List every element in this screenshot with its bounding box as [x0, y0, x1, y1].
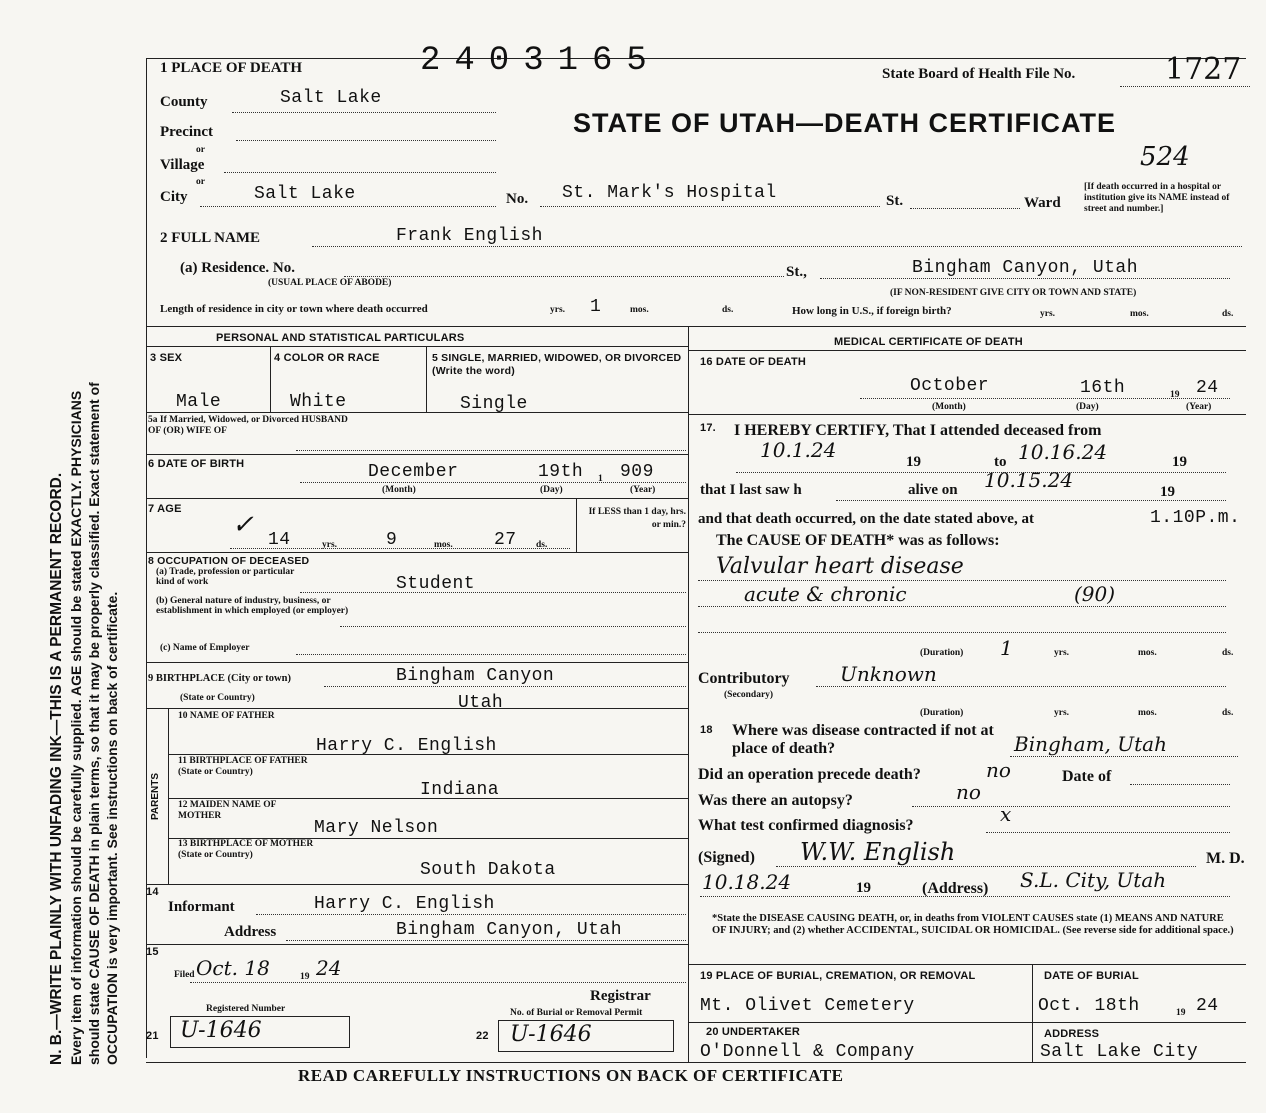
- md-label: M. D.: [1206, 850, 1245, 867]
- alive-label: alive on: [908, 482, 958, 498]
- margin-warning: N. B.—WRITE PLAINLY WITH UNFADING INK—THIS IS A PERMANENT RECORD.: [48, 472, 65, 1065]
- st-line: [910, 208, 1020, 209]
- contributory-label: Contributory: [698, 670, 790, 687]
- county-label: County: [160, 94, 208, 110]
- age-months: 9: [386, 530, 398, 550]
- length-yrs: yrs.: [550, 305, 566, 315]
- dod-day-caption: (Day): [1076, 402, 1099, 412]
- nineteen-2: 19: [1172, 454, 1187, 470]
- row-rule-8: [146, 944, 688, 945]
- county-line: [232, 112, 496, 113]
- dob-line: [300, 482, 686, 483]
- certify-text: I HEREBY CERTIFY, That I attended deceased from: [734, 422, 1102, 439]
- signed-date: 10.18.24: [702, 870, 792, 894]
- ward-label: Ward: [1024, 195, 1061, 211]
- or-1: or: [196, 145, 205, 155]
- dob-month-caption: (Month): [382, 485, 416, 495]
- residence-value: Bingham Canyon, Utah: [912, 258, 1139, 278]
- precinct-label: Precinct: [160, 124, 214, 140]
- burial-place: Mt. Olivet Cemetery: [700, 996, 915, 1016]
- birthplace-line: [324, 686, 686, 687]
- spouse-label: 5a If Married, Widowed, or Divorced HUSBAND OF (OR) WIFE OF: [148, 415, 348, 436]
- residence-label: (a) Residence. No.: [180, 260, 295, 276]
- nineteen-1: 19: [906, 454, 921, 470]
- form-left-border: [146, 58, 147, 1058]
- street-label: St.: [886, 193, 904, 209]
- occupation-b: (b) General nature of industry, business, or establishment in which employed (or employer): [156, 596, 349, 616]
- informant-line: [256, 914, 686, 915]
- item-14: 14: [146, 886, 159, 898]
- cause-footnote: *State the DISEASE CAUSING DEATH, or, in deaths from VIOLENT CAUSES state (1) MEANS AND NATURE OF INJURY; and (2) whether ACCIDENTAL, SUICIDAL OR HOMICIDAL. (See reverse side for additional space.): [712, 913, 1234, 936]
- duration-ds-1: ds.: [1222, 648, 1234, 658]
- age-check: ✓: [232, 510, 254, 540]
- filed-year-prefix: 19: [300, 972, 310, 982]
- cause-secondary: acute & chronic: [744, 582, 907, 606]
- cause-code: (90): [1074, 582, 1116, 606]
- sex-race-divider: [270, 346, 271, 412]
- test-line: [986, 832, 1230, 833]
- filed-line: [190, 982, 686, 983]
- length-years: 1: [590, 297, 602, 317]
- cause-line-2: [698, 606, 1226, 607]
- autopsy-line: [912, 806, 1230, 807]
- father-label: 10 NAME OF FATHER: [178, 711, 275, 721]
- dob-year-caption: (Year): [630, 485, 656, 495]
- occupation-label: 8 OCCUPATION OF DECEASED: [148, 555, 310, 567]
- item-22: 22: [476, 1030, 489, 1042]
- file-no-line: [1120, 86, 1250, 87]
- file-no: 1727: [1165, 52, 1242, 87]
- age-mos-caption: mos.: [434, 540, 453, 550]
- us-mos: mos.: [1130, 309, 1149, 319]
- nineteen-3: 19: [1160, 484, 1175, 500]
- certificate-title: STATE OF UTAH—DEATH CERTIFICATE: [573, 108, 1116, 138]
- undertaker-address-label: ADDRESS: [1044, 1028, 1100, 1040]
- marital-value: Single: [460, 394, 528, 414]
- residence-line: [344, 276, 784, 277]
- cause-line-3: [698, 632, 1226, 633]
- duration-label-2: (Duration): [920, 708, 964, 718]
- age-line: [230, 548, 570, 549]
- row-rule-5: [146, 662, 688, 663]
- village-line: [224, 172, 496, 173]
- physician-address-label: (Address): [922, 880, 989, 897]
- filed-label: Filed: [174, 970, 195, 980]
- dob-label: 6 DATE OF BIRTH: [148, 458, 245, 470]
- informant-label: Informant: [168, 899, 235, 915]
- dod-day: 16th: [1080, 378, 1126, 398]
- father-birthplace: Indiana: [420, 780, 500, 800]
- operation-label: Did an operation precede death?: [698, 766, 921, 783]
- mother-label: 12 MAIDEN NAME OF MOTHER: [178, 800, 277, 821]
- less-than-label: If LESS than 1 day, hrs. or min.?: [588, 507, 686, 530]
- city-line: [200, 206, 496, 207]
- date-of-label: Date of: [1062, 768, 1112, 785]
- dod-month: October: [910, 376, 990, 396]
- dob-month: December: [368, 462, 459, 482]
- undertaker-address: Salt Lake City: [1040, 1042, 1199, 1062]
- med-rule-1: [688, 414, 1246, 415]
- row-rule-4: [146, 552, 688, 553]
- parent-rule-1: [168, 754, 688, 755]
- birthplace-label: 9 BIRTHPLACE (City or town): [148, 673, 291, 684]
- certificate-number: 2403165: [420, 42, 661, 80]
- filed-date: Oct. 18: [196, 956, 270, 980]
- village-label: Village: [160, 157, 205, 173]
- age-less-divider: [576, 498, 577, 552]
- registrar-label: Registrar: [590, 988, 651, 1004]
- contracted-line: [1010, 756, 1238, 757]
- dod-label: 16 DATE OF DEATH: [700, 356, 807, 368]
- contributory-value: Unknown: [840, 662, 937, 686]
- footer-instructions: READ CAREFULLY INSTRUCTIONS ON BACK OF CERTIFICATE: [298, 1066, 844, 1085]
- burial-mid-rule: [688, 1022, 1246, 1023]
- informant-name: Harry C. English: [314, 894, 495, 914]
- row-rule-1: [146, 412, 688, 413]
- mother-birthplace-label: 13 BIRTHPLACE OF MOTHER (State or Country): [178, 839, 314, 860]
- last-saw-label: that I last saw h: [700, 482, 802, 498]
- mother-birthplace: South Dakota: [420, 860, 556, 880]
- contracted-label: Where was disease contracted if not at place of death?: [732, 722, 994, 757]
- medical-heading-rule: [688, 350, 1246, 351]
- operation-date-line: [1130, 784, 1230, 785]
- burial-date: Oct. 18th: [1038, 996, 1140, 1016]
- dod-month-caption: (Month): [932, 402, 966, 412]
- us-label: How long in U.S., if foreign birth?: [792, 305, 952, 317]
- nonresident-note: (IF NON-RESIDENT GIVE CITY OR TOWN AND STATE): [890, 288, 1137, 298]
- sex-label: 3 SEX: [150, 352, 183, 364]
- informant-address-label: Address: [224, 924, 277, 940]
- dob-day: 19th: [538, 462, 584, 482]
- attended-line: [736, 472, 1226, 473]
- item-21: 21: [146, 1030, 159, 1042]
- full-name-label: 2 FULL NAME: [160, 230, 261, 246]
- dob-day-caption: (Day): [540, 485, 563, 495]
- cause-line-1: [698, 580, 1226, 581]
- physician-signature: W.W. English: [800, 838, 956, 866]
- length-mos: mos.: [630, 305, 649, 315]
- center-divider: [688, 326, 689, 1062]
- address-line: [540, 206, 880, 207]
- attended-from: 10.1.24: [760, 438, 837, 462]
- row-rule-6: [146, 708, 688, 709]
- death-occurred-label: and that death occurred, on the date stated above, at: [698, 511, 1034, 527]
- spouse-line: [296, 450, 686, 451]
- duration-yrs-1: yrs.: [1054, 648, 1070, 658]
- signed-label: (Signed): [698, 849, 755, 866]
- row-rule-3: [146, 498, 688, 499]
- informant-address-line: [286, 940, 686, 941]
- length-residence-label: Length of residence in city or town where death occurred: [160, 303, 428, 315]
- row-rule-7: [146, 884, 688, 885]
- registered-number: U-1646: [180, 1018, 262, 1043]
- residence-sublabel: (USUAL PLACE OF ABODE): [268, 278, 392, 288]
- race-marital-divider: [426, 346, 427, 412]
- permit-label: No. of Burial or Removal Permit: [510, 1008, 643, 1018]
- birthplace-city: Bingham Canyon: [396, 666, 555, 686]
- row-rule-2: [146, 454, 688, 455]
- margin-instruction-1: Every item of information should be carefully supplied. AGE should be stated EXACTLY. PHYSICIANS: [68, 390, 84, 1065]
- form-top-border: [146, 58, 1246, 59]
- city-label: City: [160, 189, 188, 205]
- age-yrs-caption: yrs.: [322, 540, 338, 550]
- contributory-line: [816, 686, 1226, 687]
- or-2: or: [196, 177, 205, 187]
- birthplace-state-label: (State or Country): [180, 693, 255, 703]
- race-value: White: [290, 392, 347, 412]
- full-name: Frank English: [396, 226, 543, 246]
- item-15: 15: [146, 946, 159, 958]
- secondary-caption: (Secondary): [724, 690, 774, 700]
- father-birthplace-label: 11 BIRTHPLACE OF FATHER (State or Country): [178, 756, 308, 777]
- permit-number: U-1646: [510, 1022, 592, 1047]
- dod-year-prefix: 19: [1170, 390, 1180, 400]
- last-saw-line: [836, 500, 1226, 501]
- dob-year-prefix: 1: [598, 474, 603, 484]
- father-name: Harry C. English: [316, 736, 497, 756]
- margin-instruction-2: should state CAUSE OF DEATH in plain terms, so that it may be properly classified. Exact statement of: [86, 382, 102, 1065]
- burial-top-rule: [688, 964, 1246, 965]
- undertaker-label: 20 UNDERTAKER: [706, 1026, 801, 1038]
- last-saw-date: 10.15.24: [984, 468, 1074, 492]
- item-17: 17.: [700, 422, 716, 434]
- informant-address: Bingham Canyon, Utah: [396, 920, 623, 940]
- city-value: Salt Lake: [254, 184, 356, 204]
- county-value: Salt Lake: [280, 88, 382, 108]
- marital-label: 5 SINGLE, MARRIED, WIDOWED, OR DIVORCED (Write the word): [432, 352, 682, 377]
- occupation-a: (a) Trade, profession or particular kind of work: [156, 567, 295, 587]
- signature-line: [776, 866, 1196, 867]
- name-line: [312, 246, 1242, 247]
- sex-value: Male: [176, 392, 222, 412]
- cause-label: The CAUSE OF DEATH* was as follows:: [716, 532, 1000, 549]
- dod-year-caption: (Year): [1186, 402, 1212, 412]
- precinct-line: [236, 140, 496, 141]
- race-label: 4 COLOR OR RACE: [274, 352, 380, 364]
- street-no-label: No.: [506, 191, 529, 207]
- employer-line: [296, 654, 686, 655]
- age-days: 27: [494, 530, 517, 550]
- occupation-c: (c) Name of Employer: [160, 643, 250, 653]
- sections-top: [146, 326, 1246, 327]
- age-ds-caption: ds.: [536, 540, 548, 550]
- autopsy-label: Was there an autopsy?: [698, 792, 853, 809]
- occupation-a-line: [300, 592, 686, 593]
- filed-year: 24: [316, 956, 342, 980]
- us-ds: ds.: [1222, 309, 1234, 319]
- duration-label-1: (Duration): [920, 648, 964, 658]
- personal-heading-rule: [146, 346, 688, 347]
- autopsy-value: no: [956, 780, 981, 804]
- duration-ds-2: ds.: [1222, 708, 1234, 718]
- duration-mos-2: mos.: [1138, 708, 1157, 718]
- mother-name: Mary Nelson: [314, 818, 439, 838]
- burial-date-label: DATE OF BURIAL: [1044, 970, 1139, 982]
- to-label: to: [994, 454, 1007, 470]
- medical-heading: MEDICAL CERTIFICATE OF DEATH: [834, 336, 1023, 348]
- death-address: St. Mark's Hospital: [562, 183, 777, 203]
- item-18: 18: [700, 724, 713, 736]
- length-ds: ds.: [722, 305, 734, 315]
- dob-year: 909: [620, 462, 654, 482]
- us-yrs: yrs.: [1040, 309, 1056, 319]
- physician-address-line: [700, 896, 1230, 897]
- duration-yrs-2: yrs.: [1054, 708, 1070, 718]
- personal-heading: PERSONAL AND STATISTICAL PARTICULARS: [216, 332, 465, 344]
- dod-year: 24: [1196, 378, 1219, 398]
- death-time: 1.10P.m.: [1150, 508, 1241, 528]
- birthplace-state: Utah: [458, 693, 504, 713]
- occupation-value: Student: [396, 574, 476, 594]
- age-years: 14: [268, 530, 291, 550]
- hospital-note: [If death occurred in a hospital or institution give its NAME instead of street and number.]: [1084, 182, 1230, 214]
- parents-divider: [168, 708, 169, 884]
- test-value: x: [1000, 802, 1012, 826]
- margin-instruction-3: OCCUPATION is very important. See instructions on back of certificate.: [104, 591, 120, 1065]
- file-no-label: State Board of Health File No.: [882, 66, 1076, 82]
- undertaker: O'Donnell & Company: [700, 1042, 915, 1062]
- age-label: 7 AGE: [148, 503, 182, 515]
- burial-year: 24: [1196, 996, 1219, 1016]
- ward-number: 524: [1140, 142, 1190, 172]
- parents-label: PARENTS: [150, 772, 161, 820]
- form-bottom-border: [146, 1062, 1246, 1063]
- dod-line: [860, 398, 1230, 399]
- residence-value-line: [820, 278, 1230, 279]
- physician-address: S.L. City, Utah: [1020, 868, 1167, 892]
- burial-year-prefix: 19: [1176, 1008, 1186, 1018]
- test-label: What test confirmed diagnosis?: [698, 817, 914, 834]
- attended-to: 10.16.24: [1018, 440, 1108, 464]
- nineteen-4: 19: [856, 880, 871, 896]
- burial-divider: [1032, 964, 1033, 1062]
- parent-rule-2: [168, 798, 688, 799]
- residence-street-label: St.,: [786, 264, 807, 280]
- cause-primary: Valvular heart disease: [716, 554, 964, 579]
- duration-years: 1: [1000, 636, 1013, 660]
- operation-value: no: [986, 758, 1011, 782]
- duration-mos-1: mos.: [1138, 648, 1157, 658]
- burial-place-label: 19 PLACE OF BURIAL, CREMATION, OR REMOVAL: [700, 970, 976, 982]
- registered-number-label: Registered Number: [206, 1004, 286, 1014]
- contracted-value: Bingham, Utah: [1014, 732, 1167, 756]
- place-of-death-label: 1 PLACE OF DEATH: [160, 60, 303, 76]
- occupation-b-line: [340, 626, 686, 627]
